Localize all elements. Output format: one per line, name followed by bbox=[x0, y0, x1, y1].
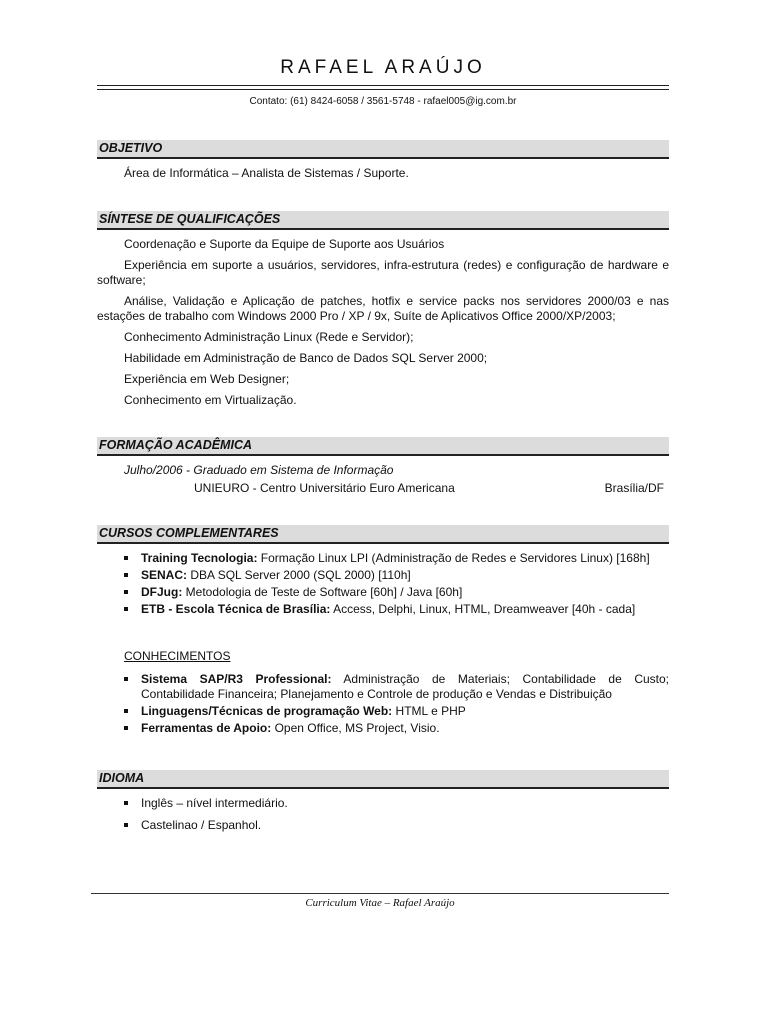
sintese-item: Experiência em suporte a usuários, servidores, infra-estrutura (redes) e configuração de hardware e software; bbox=[97, 258, 669, 287]
header-divider bbox=[97, 85, 669, 90]
sintese-item: Coordenação e Suporte da Equipe de Suporte aos Usuários bbox=[124, 237, 445, 251]
sintese-item: Experiência em Web Designer; bbox=[124, 372, 290, 386]
sintese-item: Conhecimento Administração Linux (Rede e Servidor); bbox=[124, 330, 414, 344]
list-item: Sistema SAP/R3 Professional: Administração de Materiais; Contabilidade de Custo; Contabilidade Financeira; Planejamento e Controle de produção e Vendas e Distribuição bbox=[97, 672, 669, 702]
section-title-formacao: FORMAÇÃO ACADÊMICA bbox=[97, 437, 669, 456]
list-item: Castelinao / Espanhol. bbox=[97, 818, 669, 833]
bullet-icon bbox=[124, 573, 128, 577]
bullet-icon bbox=[124, 709, 128, 713]
section-title-objetivo: OBJETIVO bbox=[97, 140, 669, 159]
bullet-icon bbox=[124, 801, 128, 805]
bullet-icon bbox=[124, 590, 128, 594]
list-item: Ferramentas de Apoio: Open Office, MS Project, Visio. bbox=[97, 721, 669, 736]
list-item: DFJug: Metodologia de Teste de Software [60h] / Java [60h] bbox=[97, 585, 669, 600]
formacao-institution-row bbox=[97, 481, 669, 497]
bullet-icon bbox=[124, 823, 128, 827]
section-title-idioma: IDIOMA bbox=[97, 770, 669, 789]
list-item: ETB - Escola Técnica de Brasília: Access, Delphi, Linux, HTML, Dreamweaver [40h - cada] bbox=[97, 602, 669, 617]
sintese-item: Conhecimento em Virtualização. bbox=[124, 393, 297, 407]
cursos-list bbox=[97, 551, 669, 617]
candidate-name: RAFAEL ARAÚJO bbox=[280, 57, 486, 78]
objetivo-text: Área de Informática – Analista de Sistemas / Suporte. bbox=[124, 166, 409, 180]
footer-divider bbox=[91, 893, 669, 894]
formacao-city: Brasília/DF bbox=[604, 481, 664, 495]
list-item: Inglês – nível intermediário. bbox=[97, 796, 669, 811]
sintese-item: Análise, Validação e Aplicação de patches, hotfix e service packs nos servidores 2000/03 e nas estações de trabalho com Windows 2000 Pro / XP / 9x, Suíte de Aplicativos Office 2000/XP/2003; bbox=[97, 294, 669, 323]
conhecimentos-title: CONHECIMENTOS bbox=[124, 649, 231, 663]
list-item: Training Tecnologia: Formação Linux LPI (Administração de Redes e Servidores Linux) [168h] bbox=[97, 551, 669, 566]
formacao-institution: UNIEURO - Centro Universitário Euro Americana bbox=[194, 481, 455, 495]
bullet-icon bbox=[124, 607, 128, 611]
list-item: Linguagens/Técnicas de programação Web: HTML e PHP bbox=[97, 704, 669, 719]
contact-line: Contato: (61) 8424-6058 / 3561-5748 - rafael005@ig.com.br bbox=[249, 96, 517, 107]
formacao-degree: Julho/2006 - Graduado em Sistema de Informação bbox=[124, 463, 394, 477]
resume-page bbox=[97, 56, 669, 835]
idioma-list bbox=[97, 796, 669, 833]
sintese-item: Habilidade em Administração de Banco de Dados SQL Server 2000; bbox=[124, 351, 488, 365]
bullet-icon bbox=[124, 726, 128, 730]
bullet-icon bbox=[124, 556, 128, 560]
bullet-icon bbox=[124, 677, 128, 681]
section-title-cursos: CURSOS COMPLEMENTARES bbox=[97, 525, 669, 544]
section-title-sintese: SÍNTESE DE QUALIFICAÇÕES bbox=[97, 211, 669, 230]
footer-text: Curriculum Vitae – Rafael Araújo bbox=[305, 897, 455, 909]
conhecimentos-list bbox=[97, 672, 669, 736]
list-item: SENAC: DBA SQL Server 2000 (SQL 2000) [110h] bbox=[97, 568, 669, 583]
